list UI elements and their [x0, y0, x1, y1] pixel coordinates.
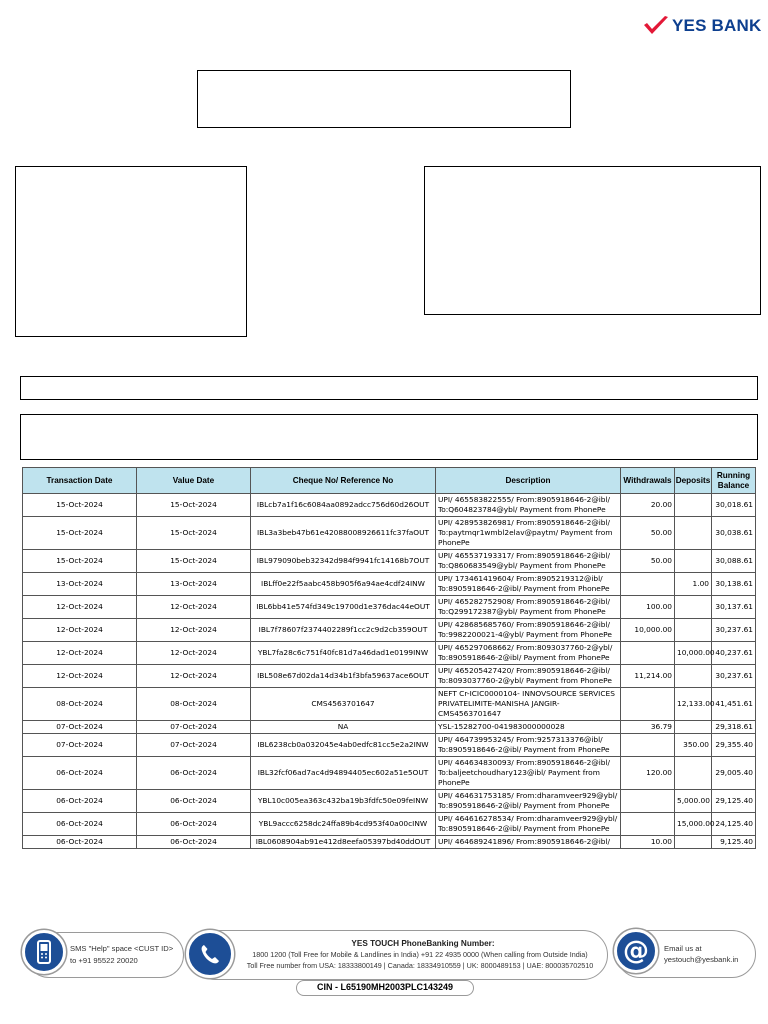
description-cell: UPI/ 464634830093/ From:8905918646-2@ibl/ To:baljeetchoudhary123@ibl/ Payment from PhonePe [436, 756, 621, 789]
logo-text: YES BANK [672, 16, 762, 35]
sms-phone-icon [22, 930, 66, 974]
description-cell: UPI/ 428685685760/ From:8905918646-2@ibl/ To:9982200021-4@ybl/ Payment from PhonePe [436, 618, 621, 641]
reference-no-cell: IBL32fcf06ad7ac4d94894405ec602a51e5OUT [251, 756, 436, 789]
header-transaction-date: Transaction Date [23, 468, 137, 494]
transaction-date-cell: 07-Oct-2024 [23, 733, 137, 756]
withdrawal-amount-cell: 36.79 [621, 720, 675, 733]
deposit-amount-cell [675, 516, 712, 549]
phonebanking-title: YES TOUCH PhoneBanking Number: [351, 939, 495, 948]
transaction-date-cell: 08-Oct-2024 [23, 687, 137, 720]
reference-no-cell: CMS4563701647 [251, 687, 436, 720]
email-line-1: Email us at [664, 944, 702, 953]
header-reference-no: Cheque No/ Reference No [251, 468, 436, 494]
table-row [23, 687, 756, 720]
description-cell: UPI/ 173461419604/ From:8905219312@ibl/ To:8905918646-2@ibl/ Payment from PhonePe [436, 572, 621, 595]
deposit-amount-cell: 10,000.00 [675, 641, 712, 664]
value-date-cell: 15-Oct-2024 [137, 516, 251, 549]
value-date-cell: 07-Oct-2024 [137, 733, 251, 756]
header-deposits: Deposits [675, 468, 712, 494]
transaction-date-cell: 15-Oct-2024 [23, 494, 137, 517]
footer [26, 924, 756, 996]
withdrawal-amount-cell: 120.00 [621, 756, 675, 789]
description-cell: UPI/ 464739953245/ From:9257313376@ibl/ To:8905918646-2@ibl/ Payment from PhonePe [436, 733, 621, 756]
transaction-date-cell: 06-Oct-2024 [23, 835, 137, 848]
phone-handset-icon [186, 930, 234, 978]
phonebanking-line-2: Toll Free number from USA: 18333800149 | Canada: 18334910559 | UK: 8000489153 | UAE: 800035702510 [246, 961, 594, 970]
running-balance-cell: 29,318.61 [712, 720, 756, 733]
deposit-amount-cell [675, 494, 712, 517]
statement-title-box [197, 70, 571, 128]
reference-no-cell: IBL3a3beb47b61e42088008926611fc37faOUT [251, 516, 436, 549]
header-description: Description [436, 468, 621, 494]
value-date-cell: 12-Oct-2024 [137, 618, 251, 641]
value-date-cell: 15-Oct-2024 [137, 494, 251, 517]
table-row [23, 835, 756, 848]
description-cell: UPI/ 465205427420/ From:8905918646-2@ibl/ To:8093037760-2@ybl/ Payment from PhonePe [436, 664, 621, 687]
yes-bank-logo [642, 12, 761, 40]
table-row [23, 733, 756, 756]
sms-line-1: SMS "Help" space <CUST ID> [70, 944, 174, 953]
table-header-row [23, 468, 756, 494]
withdrawal-amount-cell: 10,000.00 [621, 618, 675, 641]
reference-no-cell: IBL979090beb32342d984f9941fc14168b7OUT [251, 549, 436, 572]
deposit-amount-cell: 1.00 [675, 572, 712, 595]
email-address: yestouch@yesbank.in [664, 955, 739, 964]
table-row [23, 812, 756, 835]
value-date-cell: 12-Oct-2024 [137, 664, 251, 687]
description-cell: UPI/ 465537193317/ From:8905918646-2@ibl/ To:Q860683549@ybl/ Payment from PhonePe [436, 549, 621, 572]
withdrawal-amount-cell: 100.00 [621, 595, 675, 618]
value-date-cell: 06-Oct-2024 [137, 812, 251, 835]
account-summary-box [20, 414, 758, 460]
running-balance-cell: 30,237.61 [712, 618, 756, 641]
table-row [23, 595, 756, 618]
running-balance-cell: 30,137.61 [712, 595, 756, 618]
withdrawal-amount-cell: 11,214.00 [621, 664, 675, 687]
header-running-balance: Running Balance [712, 468, 756, 494]
transaction-date-cell: 13-Oct-2024 [23, 572, 137, 595]
transaction-date-cell: 12-Oct-2024 [23, 618, 137, 641]
reference-no-cell: NA [251, 720, 436, 733]
phonebanking-line-1: 1800 1200 (Toll Free for Mobile & Landlines in India) +91 22 4935 0000 (When calling from Outside India) [252, 950, 588, 959]
running-balance-cell: 9,125.40 [712, 835, 756, 848]
deposit-amount-cell [675, 664, 712, 687]
reference-no-cell: YBL7fa28c6c751f40fc81d7a46dad1e0199INW [251, 641, 436, 664]
running-balance-cell: 30,018.61 [712, 494, 756, 517]
header-value-date: Value Date [137, 468, 251, 494]
reference-no-cell: IBL0608904ab91e412d8eefa05397bd40ddOUT [251, 835, 436, 848]
withdrawal-amount-cell [621, 641, 675, 664]
table-row [23, 516, 756, 549]
running-balance-cell: 29,005.40 [712, 756, 756, 789]
withdrawal-amount-cell [621, 789, 675, 812]
transaction-date-cell: 07-Oct-2024 [23, 720, 137, 733]
transaction-date-cell: 15-Oct-2024 [23, 516, 137, 549]
transaction-date-cell: 15-Oct-2024 [23, 549, 137, 572]
table-row [23, 549, 756, 572]
table-row [23, 789, 756, 812]
running-balance-cell: 41,451.61 [712, 687, 756, 720]
value-date-cell: 06-Oct-2024 [137, 835, 251, 848]
customer-details-box [15, 166, 247, 337]
reference-no-cell: IBLff0e22f5aabc458b905f6a94ae4cdf24INW [251, 572, 436, 595]
reference-no-cell: YBL9accc6258dc24ffa89b4cd953f40a00cINW [251, 812, 436, 835]
table-row [23, 572, 756, 595]
table-row [23, 664, 756, 687]
transaction-date-cell: 06-Oct-2024 [23, 812, 137, 835]
running-balance-cell: 30,038.61 [712, 516, 756, 549]
value-date-cell: 08-Oct-2024 [137, 687, 251, 720]
transaction-date-cell: 06-Oct-2024 [23, 789, 137, 812]
description-cell: UPI/ 465583822555/ From:8905918646-2@ibl/ To:Q604823784@ybl/ Payment from PhonePe [436, 494, 621, 517]
transaction-date-cell: 06-Oct-2024 [23, 756, 137, 789]
tick-mark-icon [642, 14, 670, 38]
deposit-amount-cell [675, 549, 712, 572]
reference-no-cell: IBL508e67d02da14d34b1f3bfa59637ace6OUT [251, 664, 436, 687]
description-cell: UPI/ 428953826981/ From:8905918646-2@ibl/ To:paytmqr1wmbl2elav@paytm/ Payment from PhonePe [436, 516, 621, 549]
table-row [23, 618, 756, 641]
reference-no-cell: IBL6238cb0a032045e4ab0edfc81cc5e2a2INW [251, 733, 436, 756]
deposit-amount-cell: 5,000.00 [675, 789, 712, 812]
description-cell: UPI/ 464616278534/ From:dharamveer929@ybl/ To:8905918646-2@ibl/ Payment from PhonePe [436, 812, 621, 835]
deposit-amount-cell [675, 595, 712, 618]
account-details-box [424, 166, 761, 315]
reference-no-cell: IBL6bb41e574fd349c19700d1e376dac44eOUT [251, 595, 436, 618]
running-balance-cell: 24,125.40 [712, 812, 756, 835]
deposit-amount-cell: 12,133.00 [675, 687, 712, 720]
transactions-body [23, 494, 756, 849]
running-balance-cell: 30,138.61 [712, 572, 756, 595]
value-date-cell: 12-Oct-2024 [137, 641, 251, 664]
description-cell: YSL-15282700-041983000000028 [436, 720, 621, 733]
reference-no-cell: IBL7f78607f2374402289f1cc2c9d2cb359OUT [251, 618, 436, 641]
withdrawal-amount-cell [621, 812, 675, 835]
value-date-cell: 06-Oct-2024 [137, 756, 251, 789]
deposit-amount-cell [675, 618, 712, 641]
running-balance-cell: 29,125.40 [712, 789, 756, 812]
transaction-date-cell: 12-Oct-2024 [23, 641, 137, 664]
deposit-amount-cell [675, 756, 712, 789]
description-cell: NEFT Cr-ICIC0000104- INNOVSOURCE SERVICES PRIVATELIMITE-MANISHA JANGIR- CMS4563701647 [436, 687, 621, 720]
description-cell: UPI/ 465297068662/ From:8093037760-2@ybl/ To:8905918646-2@ibl/ Payment from PhonePe [436, 641, 621, 664]
deposit-amount-cell: 350.00 [675, 733, 712, 756]
withdrawal-amount-cell [621, 572, 675, 595]
withdrawal-amount-cell: 50.00 [621, 549, 675, 572]
withdrawal-amount-cell: 10.00 [621, 835, 675, 848]
reference-no-cell: YBL10c005ea363c432ba19b3fdfc50e09feINW [251, 789, 436, 812]
deposit-amount-cell [675, 720, 712, 733]
sms-line-2: to +91 95522 20020 [70, 956, 138, 965]
description-cell: UPI/ 464631753185/ From:dharamveer929@ybl/ To:8905918646-2@ibl/ Payment from PhonePe [436, 789, 621, 812]
withdrawal-amount-cell: 50.00 [621, 516, 675, 549]
cin-number: CIN - L65190MH2003PLC143249 [296, 980, 474, 996]
withdrawal-amount-cell [621, 687, 675, 720]
running-balance-cell: 29,355.40 [712, 733, 756, 756]
running-balance-cell: 30,237.61 [712, 664, 756, 687]
table-row [23, 494, 756, 517]
statement-period-box [20, 376, 758, 400]
running-balance-cell: 40,237.61 [712, 641, 756, 664]
table-row [23, 756, 756, 789]
withdrawal-amount-cell [621, 733, 675, 756]
value-date-cell: 13-Oct-2024 [137, 572, 251, 595]
table-row [23, 720, 756, 733]
transactions-table [22, 467, 756, 849]
at-sign-icon: @ [614, 929, 658, 973]
deposit-amount-cell [675, 835, 712, 848]
description-cell: UPI/ 465282752908/ From:8905918646-2@ibl/ To:Q299172387@ybl/ Payment from PhonePe [436, 595, 621, 618]
value-date-cell: 07-Oct-2024 [137, 720, 251, 733]
running-balance-cell: 30,088.61 [712, 549, 756, 572]
reference-no-cell: IBLcb7a1f16c6084aa0892adcc756d60d26OUT [251, 494, 436, 517]
withdrawal-amount-cell: 20.00 [621, 494, 675, 517]
header-withdrawals: Withdrawals [621, 468, 675, 494]
value-date-cell: 06-Oct-2024 [137, 789, 251, 812]
transaction-date-cell: 12-Oct-2024 [23, 664, 137, 687]
table-row [23, 641, 756, 664]
value-date-cell: 15-Oct-2024 [137, 549, 251, 572]
description-cell: UPI/ 464689241896/ From:8905918646-2@ibl/ [436, 835, 621, 848]
transaction-date-cell: 12-Oct-2024 [23, 595, 137, 618]
value-date-cell: 12-Oct-2024 [137, 595, 251, 618]
deposit-amount-cell: 15,000.00 [675, 812, 712, 835]
